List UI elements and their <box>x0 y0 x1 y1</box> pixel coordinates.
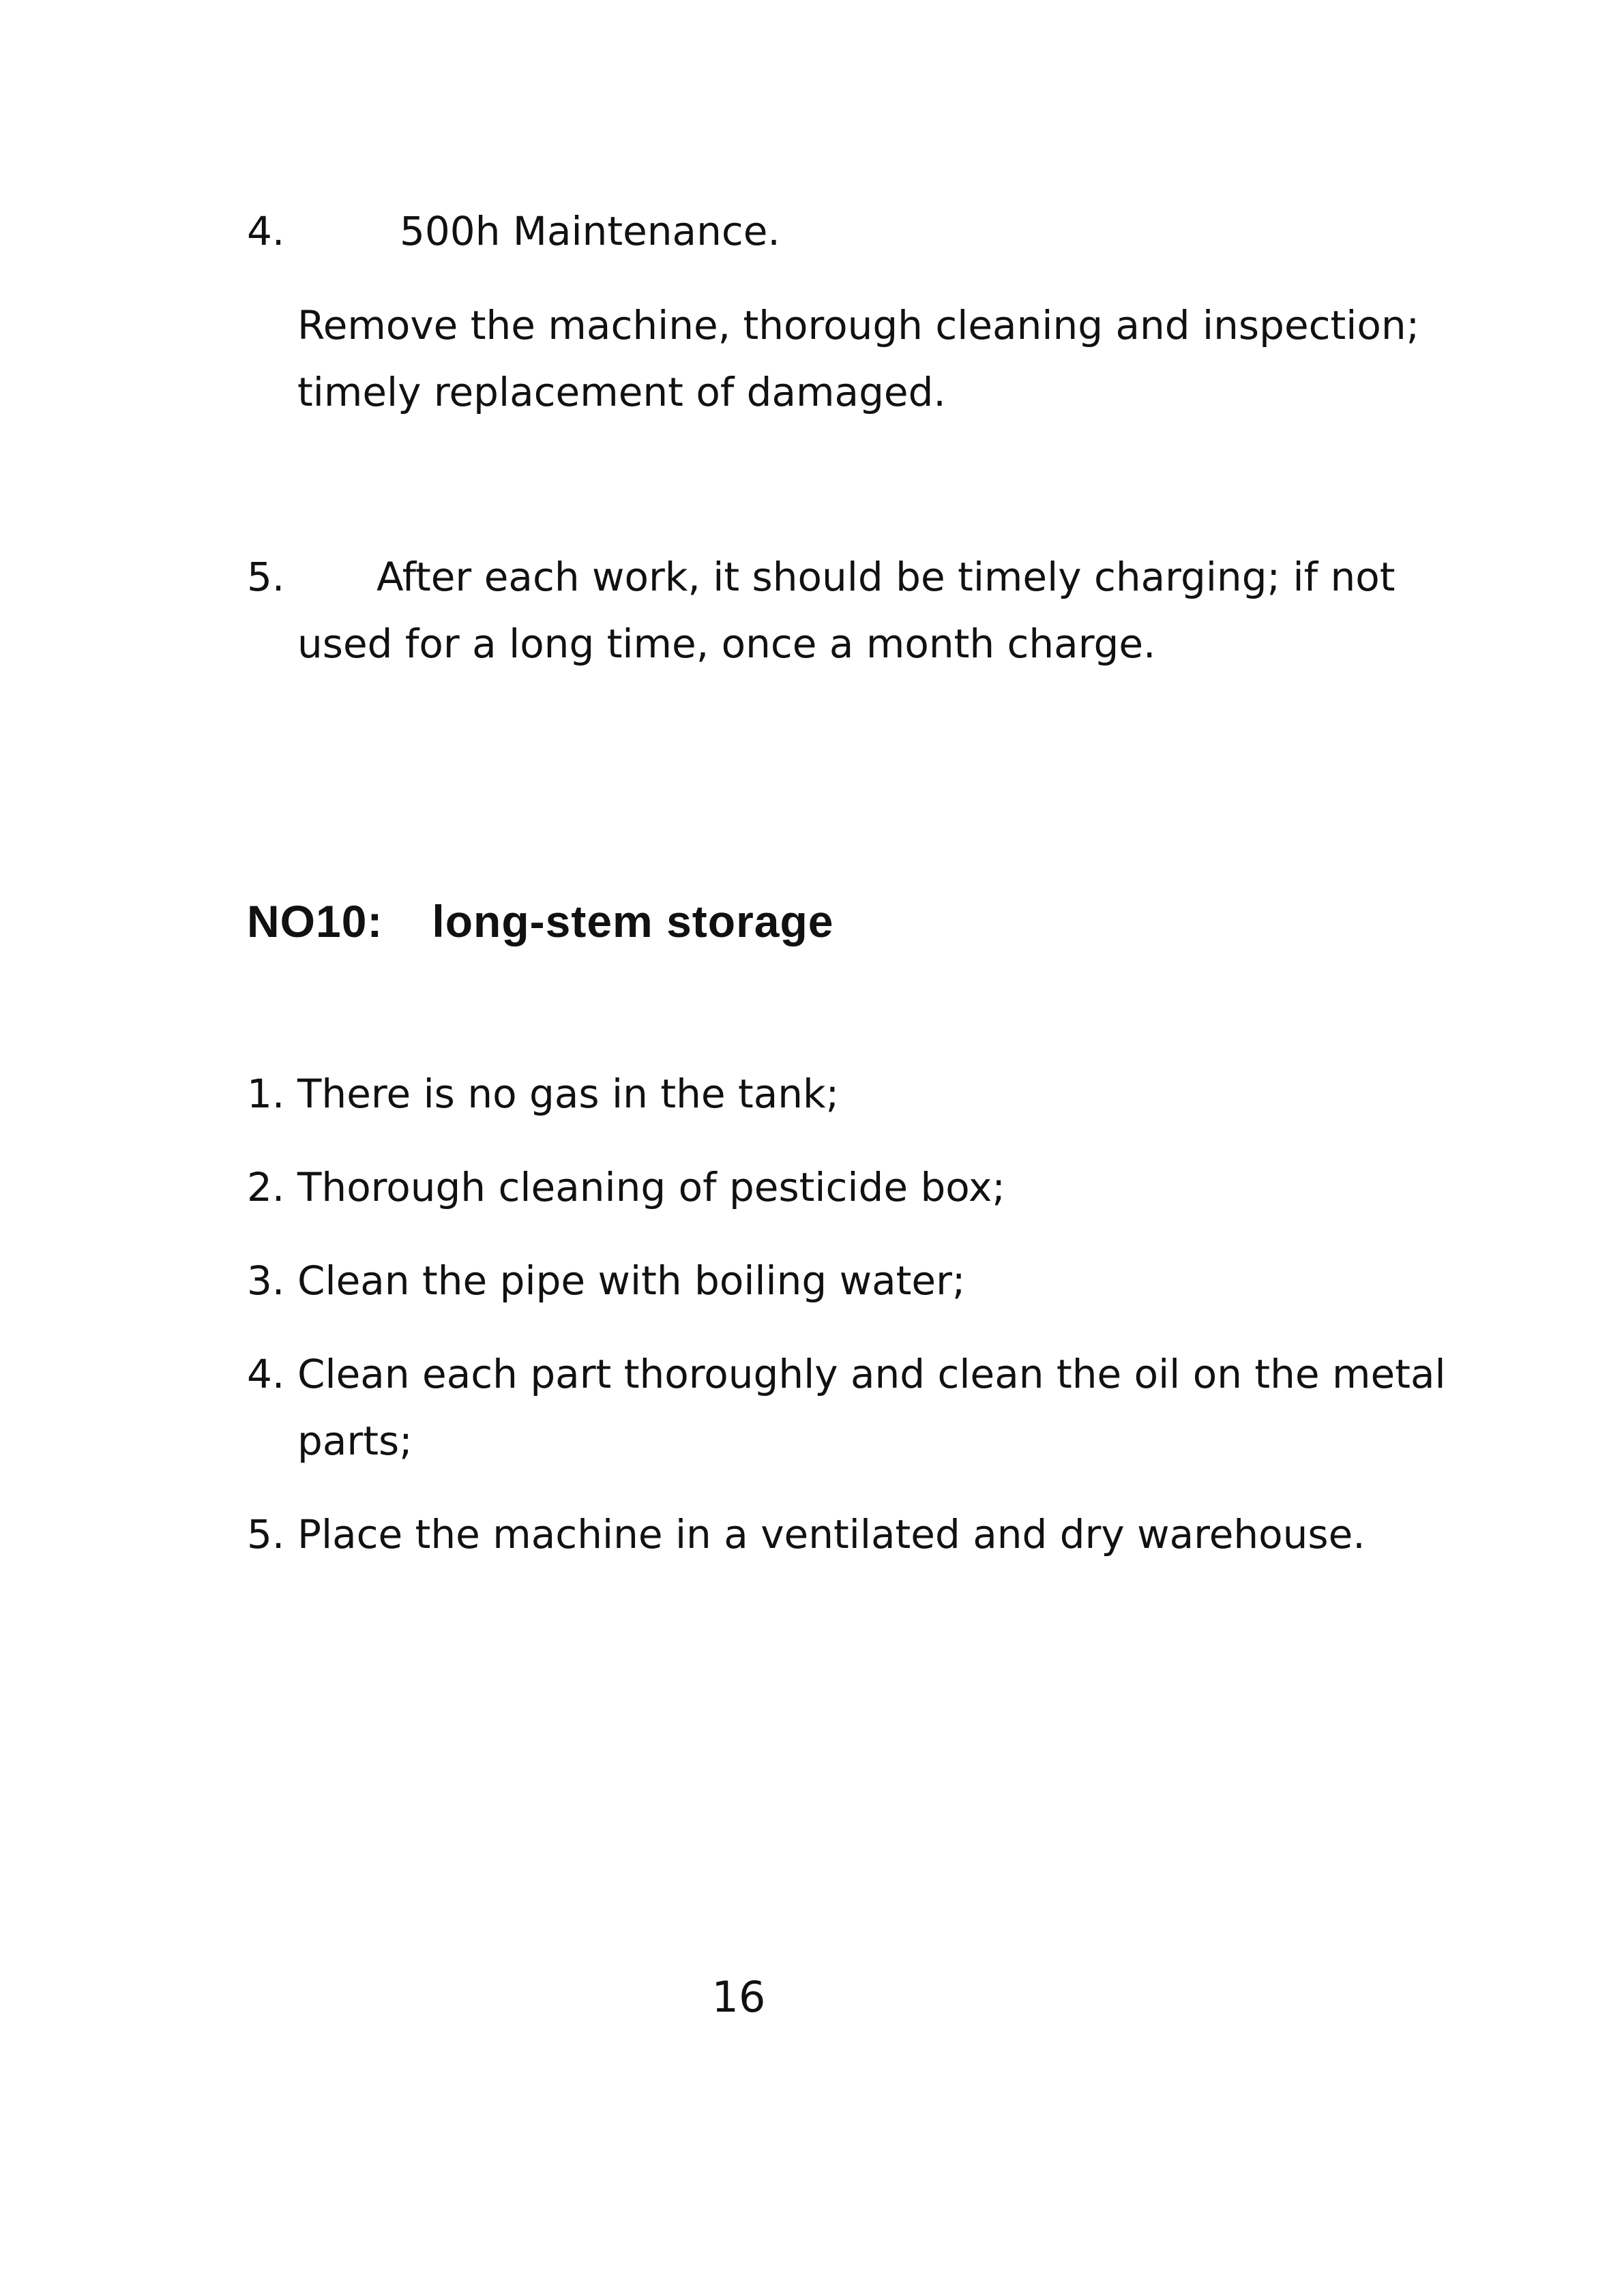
maintenance-item-5-line-2: used for a long time, once a month charge. <box>297 621 1156 667</box>
maintenance-item-4-title: 500h Maintenance. <box>400 208 780 254</box>
maintenance-item-4-body-line-2: timely replacement of damaged. <box>297 369 946 415</box>
section-label: NO10: <box>247 896 383 946</box>
storage-item-1-number: 1. <box>247 1071 285 1117</box>
storage-item-5-number: 5. <box>247 1511 285 1557</box>
storage-item-3-number: 3. <box>247 1257 285 1304</box>
storage-item-4-number: 4. <box>247 1351 285 1397</box>
storage-item-3-text: Clean the pipe with boiling water; <box>297 1257 966 1304</box>
maintenance-item-5-number: 5. <box>247 554 285 600</box>
maintenance-item-4-number: 4. <box>247 208 285 254</box>
section-title: long-stem storage <box>432 896 834 946</box>
maintenance-item-5-line-1: After each work, it should be timely charging; if not <box>377 554 1396 600</box>
section-heading <box>247 888 833 955</box>
storage-item-2-number: 2. <box>247 1164 285 1210</box>
storage-item-5-text: Place the machine in a ventilated and dry warehouse. <box>297 1511 1365 1557</box>
storage-item-4-text-line-1: Clean each part thoroughly and clean the oil on the metal <box>297 1351 1446 1397</box>
storage-item-2-text: Thorough cleaning of pesticide box; <box>297 1164 1005 1210</box>
page-number: 16 <box>711 1972 766 2022</box>
storage-item-4-text-line-2: parts; <box>297 1418 413 1464</box>
storage-item-1-text: There is no gas in the tank; <box>297 1071 840 1117</box>
maintenance-item-4-body-line-1: Remove the machine, thorough cleaning and inspection; <box>297 302 1420 348</box>
